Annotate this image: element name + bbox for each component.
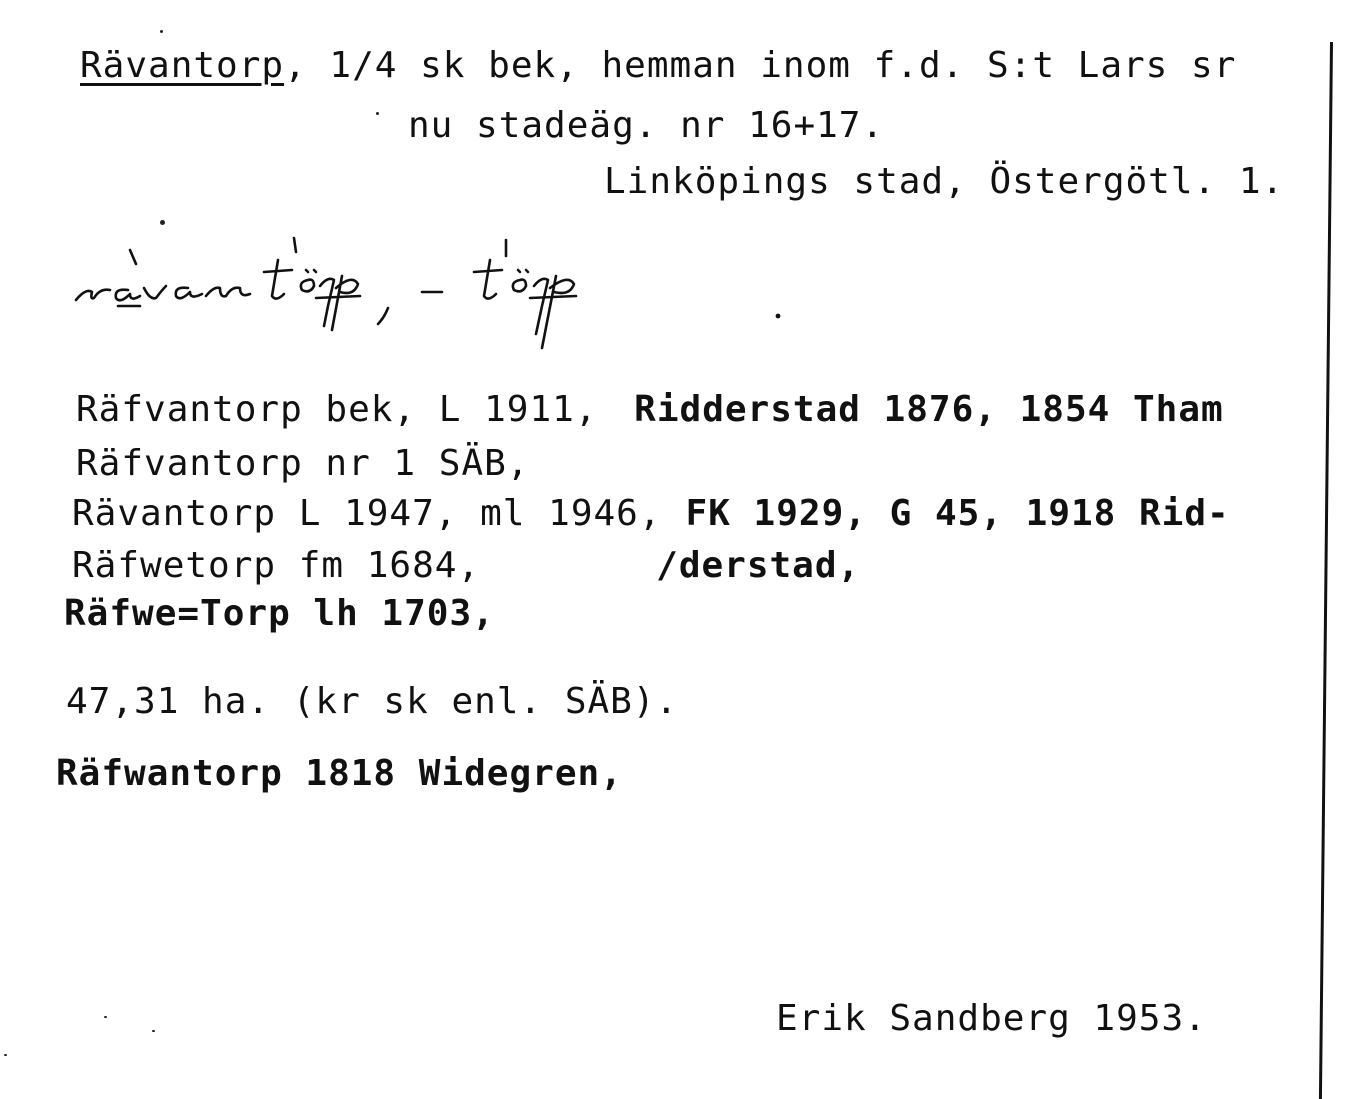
form-line-3-text: Rävantorp L 1947, ml 1946, xyxy=(72,493,662,534)
form-line-4 xyxy=(72,545,861,586)
handwritten-pronunciation xyxy=(70,230,790,360)
form-line-1 xyxy=(76,389,1224,430)
form-line-4-bold: /derstad, xyxy=(656,545,861,586)
form-line-3-bold: FK 1929, G 45, 1918 Rid- xyxy=(685,493,1230,534)
form-line-5 xyxy=(64,593,495,634)
scan-speck xyxy=(376,112,379,115)
scan-speck xyxy=(4,1054,7,1056)
scan-speck xyxy=(160,220,165,225)
form-line-4-text: Räfwetorp fm 1684, xyxy=(72,545,481,586)
header-line-1 xyxy=(80,45,1237,86)
scan-speck xyxy=(160,30,163,33)
header-line-3: Linköpings stad, Östergötl. 1. xyxy=(604,161,1285,202)
extra-form: Räfwantorp 1818 Widegren, xyxy=(56,753,623,794)
header-line-2: nu stadeäg. nr 16+17. xyxy=(408,105,885,146)
area-note: 47,31 ha. (kr sk enl. SÄB). xyxy=(66,681,679,722)
scan-speck xyxy=(104,1016,107,1018)
form-line-1-bold: Ridderstad 1876, 1854 Tham xyxy=(634,389,1224,430)
header-line-1-rest: , 1/4 sk bek, hemman inom f.d. S:t Lars sr xyxy=(284,45,1237,86)
card-right-edge xyxy=(1319,42,1333,1099)
form-line-3 xyxy=(72,493,1230,534)
form-line-1-text: Räfvantorp bek, L 1911, xyxy=(76,389,621,430)
form-line-5-bold: Räfwe=Torp lh 1703, xyxy=(64,593,495,634)
scan-speck xyxy=(152,1030,155,1032)
place-name: Rävantorp xyxy=(80,45,285,86)
form-line-2 xyxy=(76,443,530,484)
signature: Erik Sandberg 1953. xyxy=(776,998,1207,1039)
form-line-2-text: Räfvantorp nr 1 SÄB, xyxy=(76,443,530,484)
